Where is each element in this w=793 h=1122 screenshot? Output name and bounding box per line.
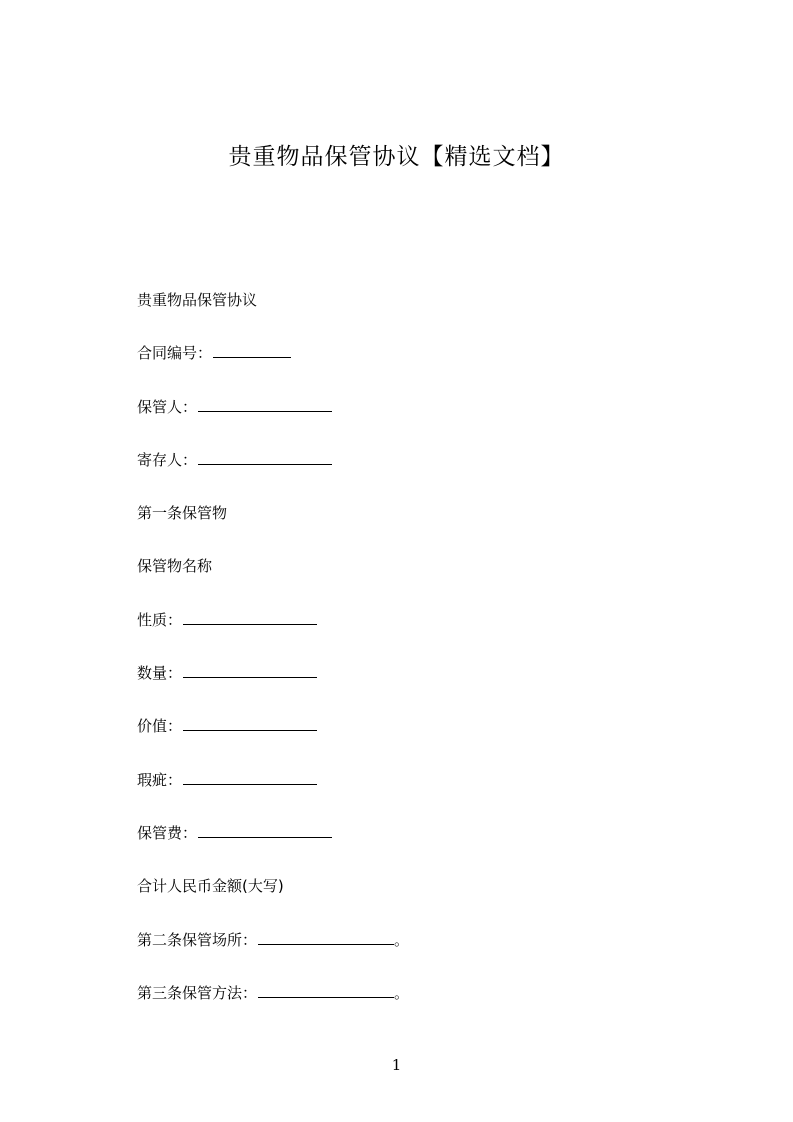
- quantity-line: [137, 661, 737, 714]
- value-blank: [183, 715, 317, 731]
- article-two-line: [137, 928, 737, 981]
- article-two-label: 第二条保管场所：: [137, 930, 258, 949]
- nature-line: [137, 608, 737, 661]
- total-amount-label: 合计人民币金额(大写): [137, 877, 284, 896]
- depositor-label: 寄存人：: [137, 450, 198, 469]
- document-title: 贵重物品保管协议【精选文档】: [228, 144, 565, 170]
- custodian-label: 保管人：: [137, 397, 198, 416]
- article-two-suffix: 。: [394, 930, 410, 949]
- custodian-blank: [198, 396, 332, 412]
- article-one-line: [137, 501, 737, 554]
- fee-label: 保管费：: [137, 823, 198, 842]
- depositor-line: [137, 448, 737, 501]
- total-amount-line: [137, 874, 737, 927]
- defect-blank: [183, 769, 317, 785]
- article-three-label: 第三条保管方法：: [137, 983, 258, 1002]
- value-line: [137, 714, 737, 767]
- agreement-heading: 贵重物品保管协议: [137, 291, 258, 309]
- defect-label: 瑕疵：: [137, 770, 183, 789]
- quantity-label: 数量：: [137, 664, 183, 683]
- storage-place-blank: [258, 929, 394, 945]
- contract-number-blank: [213, 342, 291, 358]
- item-name-label: 保管物名称: [137, 557, 213, 576]
- document-body: [137, 288, 737, 1034]
- contract-number-label: 合同编号：: [137, 344, 213, 363]
- contract-number-line: [137, 341, 737, 394]
- agreement-heading-line: [137, 288, 737, 341]
- article-one-heading: 第一条保管物: [137, 504, 228, 523]
- defect-line: [137, 768, 737, 821]
- article-three-line: [137, 981, 737, 1034]
- nature-label: 性质：: [137, 610, 183, 629]
- depositor-blank: [198, 449, 332, 465]
- value-label: 价值：: [137, 717, 183, 736]
- custodian-line: [137, 395, 737, 448]
- quantity-blank: [183, 662, 317, 678]
- item-name-line: [137, 554, 737, 607]
- fee-blank: [198, 822, 332, 838]
- storage-method-blank: [258, 982, 394, 998]
- article-three-suffix: 。: [394, 983, 410, 1002]
- page-number: 1: [391, 1056, 402, 1074]
- fee-line: [137, 821, 737, 874]
- nature-blank: [183, 609, 317, 625]
